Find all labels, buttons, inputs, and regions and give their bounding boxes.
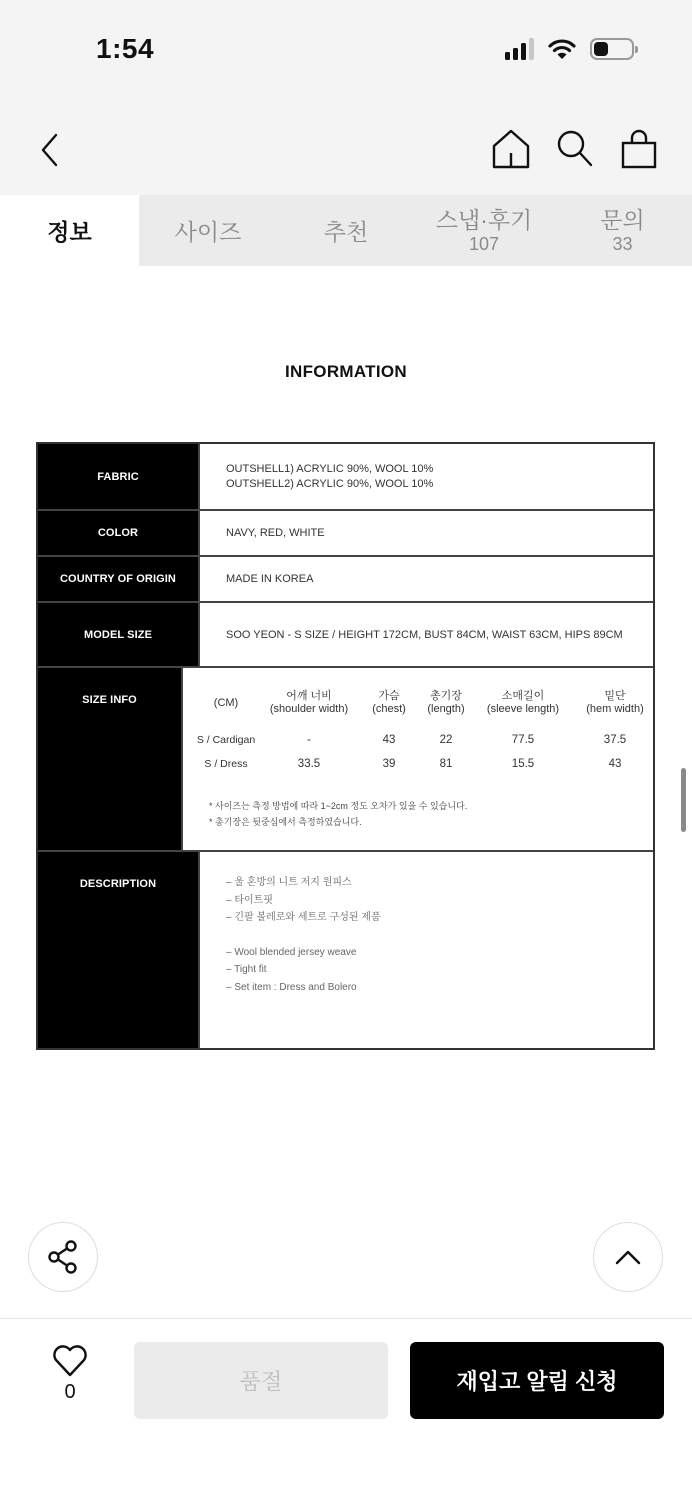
description-item: – 긴팔 볼레로와 세트로 구성된 제품	[226, 912, 381, 923]
search-icon	[556, 129, 594, 169]
sold-out-button: 품절	[134, 1342, 388, 1419]
home-button[interactable]	[492, 128, 530, 170]
size-table	[195, 690, 653, 778]
size-note: * 사이즈는 측정 방법에 따라 1~2cm 정도 오차가 있을 수 있습니다.	[209, 801, 468, 811]
search-button[interactable]	[556, 128, 594, 170]
nav-actions	[492, 128, 658, 170]
battery-icon	[590, 38, 634, 60]
size-cell: 43	[608, 758, 622, 770]
status-time: 1:54	[96, 33, 155, 64]
description-list	[226, 852, 653, 996]
description-item: – 타이트핏	[226, 894, 273, 906]
review-count: 107	[468, 233, 500, 254]
description-item: – Tight fit	[226, 964, 267, 975]
product-tabs	[0, 195, 692, 266]
size-cell: 39	[382, 758, 396, 770]
col-en: (chest)	[372, 703, 406, 715]
size-info-label: SIZE INFO	[38, 668, 183, 850]
col-ko: 총기장	[430, 690, 462, 702]
size-column-header	[577, 690, 653, 716]
like-button[interactable]	[50, 1345, 90, 1404]
col-ko: 소매길이	[501, 690, 545, 702]
product-info-table	[36, 442, 655, 1050]
heart-icon	[52, 1345, 88, 1377]
tab-info[interactable]	[0, 195, 139, 266]
fabric-line-2: OUTSHELL2) ACRYLIC 90%, WOOL 10%	[226, 477, 434, 490]
col-en: (hem width)	[586, 703, 644, 715]
size-cell: 33.5	[297, 758, 321, 770]
size-note: * 총기장은 뒷중심에서 측정하였습니다.	[209, 817, 362, 827]
tab-label: 추천	[323, 219, 369, 245]
color-row	[38, 511, 653, 557]
col-en: (shoulder width)	[269, 703, 349, 715]
size-cell: -	[307, 734, 311, 746]
size-unit-header	[195, 690, 257, 716]
col-en: (sleeve length)	[486, 703, 560, 715]
description-label: DESCRIPTION	[38, 852, 200, 1048]
size-notes	[209, 798, 653, 830]
size-row-label: S / Dress	[204, 758, 248, 770]
fabric-row	[38, 444, 653, 511]
restock-alert-button[interactable]: 재입고 알림 신청	[410, 1342, 664, 1419]
col-ko: 밑단	[604, 690, 626, 702]
tab-label: 스냅·후기	[435, 206, 533, 233]
share-button[interactable]	[28, 1222, 98, 1292]
like-count: 0	[64, 1381, 76, 1403]
model-size-row	[38, 603, 653, 668]
inquiry-count: 33	[612, 233, 633, 254]
size-cell: 81	[439, 758, 453, 770]
size-column-header	[263, 690, 355, 716]
wifi-icon	[548, 38, 576, 60]
size-row-label: S / Cardigan	[196, 734, 256, 746]
description-row	[38, 852, 653, 1048]
color-value: NAVY, RED, WHITE	[200, 511, 653, 555]
spacer	[226, 927, 653, 944]
model-size-label: MODEL SIZE	[38, 603, 200, 666]
share-icon	[46, 1239, 80, 1275]
tab-recommend[interactable]	[277, 195, 415, 266]
top-navigation	[0, 100, 692, 195]
size-info-row	[38, 668, 653, 852]
tab-label: 정보	[47, 219, 92, 245]
unit-text: (CM)	[213, 696, 239, 709]
col-en: (length)	[427, 703, 465, 715]
scrollbar[interactable]	[681, 768, 686, 832]
tab-snap-review[interactable]	[415, 195, 553, 266]
tab-label: 문의	[600, 206, 645, 233]
cellular-signal-icon	[505, 38, 534, 60]
chevron-up-icon	[615, 1249, 641, 1265]
cart-button[interactable]	[620, 128, 658, 170]
size-column-header	[361, 690, 417, 716]
tab-inquiry[interactable]	[553, 195, 692, 266]
information-heading: INFORMATION	[285, 362, 407, 381]
size-cell: 37.5	[603, 734, 627, 746]
size-cell: 77.5	[511, 734, 535, 746]
scroll-to-top-button[interactable]	[593, 1222, 663, 1292]
status-icons	[505, 38, 634, 60]
description-item: – 울 혼방의 니트 저지 원피스	[226, 877, 352, 888]
purchase-bar	[0, 1318, 692, 1500]
description-value	[200, 852, 653, 1048]
chevron-left-icon	[40, 133, 60, 167]
size-info-value	[183, 668, 653, 850]
color-label: COLOR	[38, 511, 200, 555]
model-size-value: SOO YEON - S SIZE / HEIGHT 172CM, BUST 84CM, WAIST 63CM, HIPS 89CM	[200, 603, 653, 666]
origin-row	[38, 557, 653, 603]
shopping-bag-icon	[621, 129, 657, 169]
description-item: – Wool blended jersey weave	[226, 946, 357, 958]
tab-label: 사이즈	[174, 219, 242, 245]
origin-label: COUNTRY OF ORIGIN	[38, 557, 200, 601]
back-button[interactable]	[32, 130, 68, 170]
fabric-label: FABRIC	[38, 444, 200, 509]
fabric-value	[200, 444, 653, 509]
size-cell: 22	[439, 734, 453, 746]
size-cell: 43	[382, 734, 396, 746]
size-cell: 15.5	[511, 758, 535, 770]
origin-value: MADE IN KOREA	[200, 557, 653, 601]
col-ko: 가슴	[378, 690, 400, 702]
status-bar	[0, 0, 692, 100]
description-item: – Set item : Dress and Bolero	[226, 981, 357, 993]
size-column-header	[475, 690, 571, 716]
fabric-line-1: OUTSHELL1) ACRYLIC 90%, WOOL 10%	[226, 462, 434, 475]
tab-size[interactable]	[139, 195, 277, 266]
size-column-header	[423, 690, 469, 716]
home-icon	[492, 129, 530, 169]
col-ko: 어깨 너비	[286, 690, 332, 702]
